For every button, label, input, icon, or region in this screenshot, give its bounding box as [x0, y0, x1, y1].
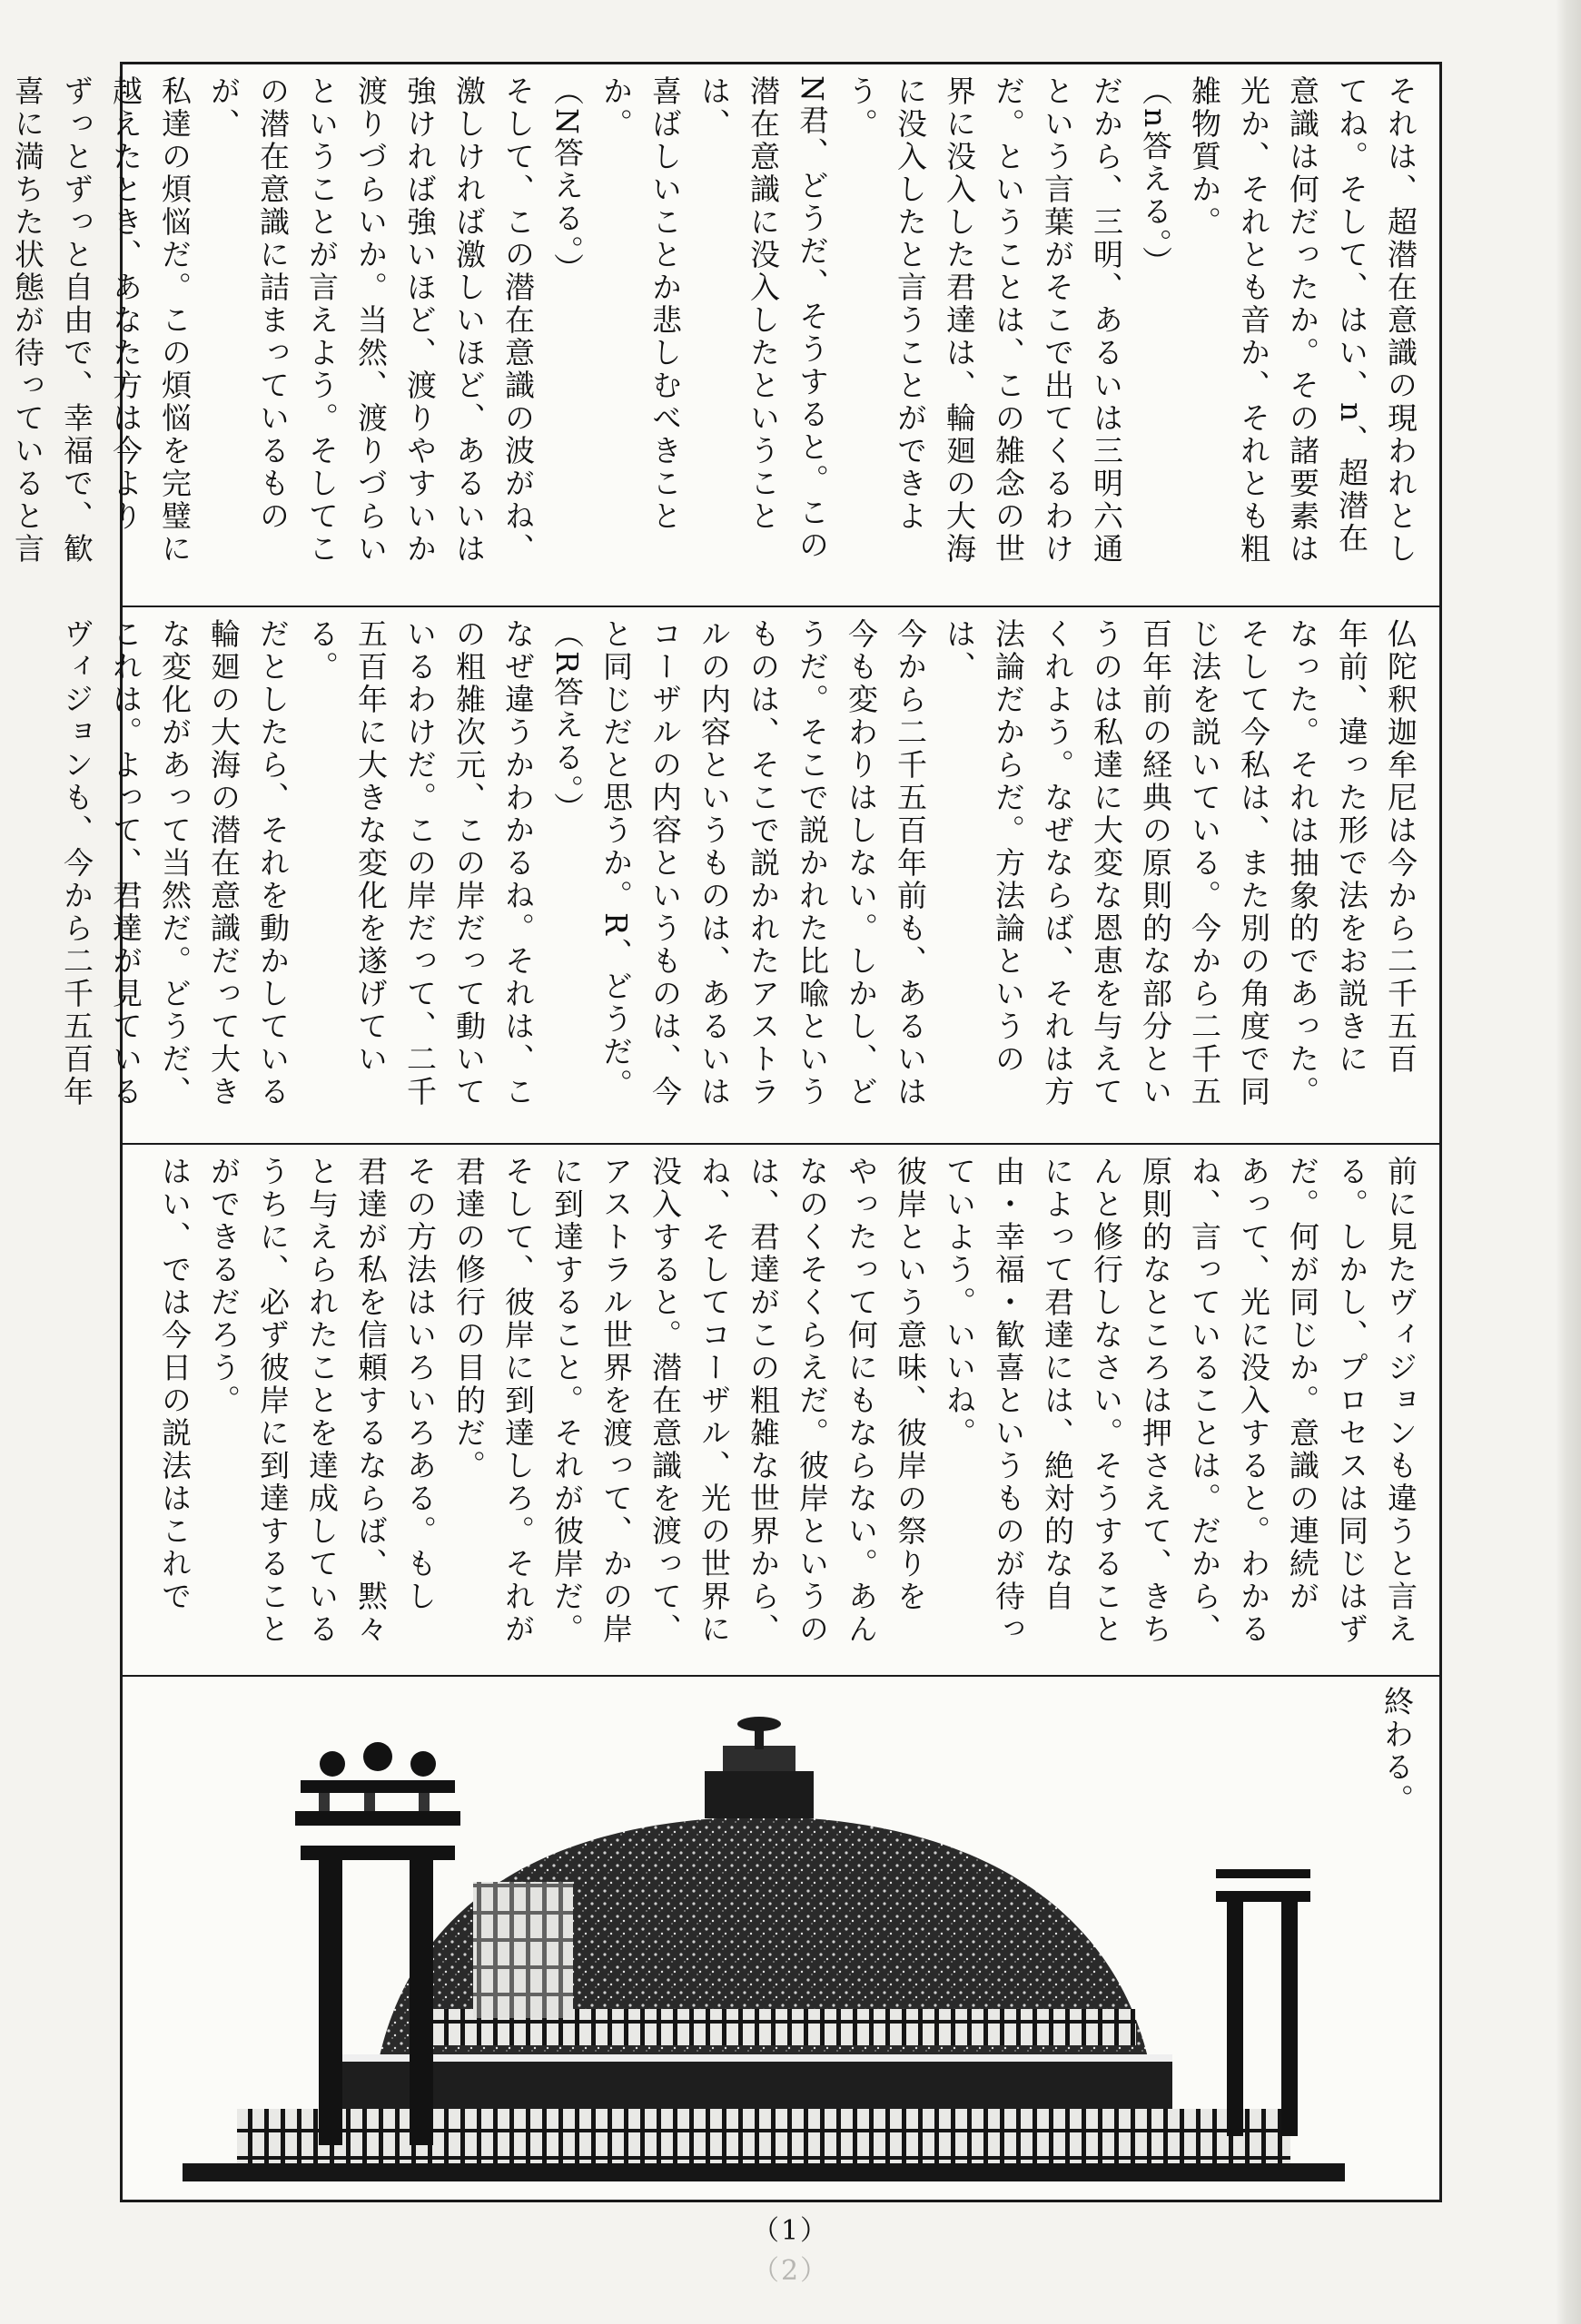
- text-band-3: [123, 1145, 1439, 1677]
- text-band-1: [10, 64, 1439, 607]
- text-band-2: [59, 607, 1439, 1145]
- stupa-photograph: [183, 1709, 1345, 2181]
- text-band-4: [123, 1677, 1439, 2200]
- text-frame: [10, 62, 1442, 2202]
- page-edge-shadow: [1556, 0, 1581, 2324]
- closing-text: 終わる。: [1379, 1686, 1415, 1817]
- ghost-page-number: （2）: [751, 2255, 830, 2287]
- body-text-section-1: それは、超潜在意識の現われとしてね。そして、はい、n、超潜在 意識は何だったか。その諸要素は 光か、それとも音か、それとも粗 雑物質か。 （n答える。） だから、三明、あるいは三明六通 という言葉がそこで出てくるわけ だ。ということは、この雑念の世 界に没入した君達は、輪廻の大海 に没入したと言うことができよう。 N君、どうだ、そうすると。この 潜在意識に没入したということは、 喜ばしいことか悲しむべきことか。 （N答える。） そして、この潜在意識の波がね、 激しければ激しいほど、あるいは 強ければ強いほど、渡りやすいか 渡りづらいか。当然、渡りづらい ということが言えよう。そしてこ の潜在意識に詰まっているものが、 私達の煩悩だ。この煩悩を完璧に 越えたとき、あなた方は今より ずっとずっと自由で、幸福で、歓 喜に満ちた状態が待っていると言: [10, 75, 1418, 566]
- body-text-section-3: 前に見たヴィジョンも違うと言え る。しかし、プロセスは同じはず だ。何が同じか。意識の連続が あって、光に没入すると。わかる ね、言っていることは。だから、 原則的なところは押さえて、きち んと修行しなさい。そうすること によって君達には、絶対的な自 由・幸福・歓喜というものが待っ ていよう。いいね。 彼岸という意味、彼岸の祭りを やったって何にもならない。あん なのくそくらえだ。彼岸というの は、君達がこの粗雑な世界から、 ね、そしてコーザル、光の世界に 没入すると。潜在意識を渡って、 アストラル世界を渡って、かの岸 に到達すること。それが彼岸だ。 そして、彼岸に到達しろ。それが 君達の修行の目的だ。 その方法はいろいろある。もし 君達が私を信頼するならば、黙々 と与えられたことを達成している うちに、必ず彼岸に到達すること ができるだろう。 はい、では今日の説法はこれで: [157, 1156, 1418, 1646]
- page-number: （1）: [751, 2215, 830, 2247]
- body-text-section-2: 仏陀釈迦牟尼は今から二千五百 年前、違った形で法をお説きに なった。それは抽象的であった。 そして今私は、また別の角度で同 じ法を説いている。今から二千五 百年前の経典の原則的な部分とい うのは私達に大変な恩恵を与えて くれよう。なぜならば、それは方 法論だからだ。方法論というのは、 今から二千五百年前も、あるいは 今も変わりはしない。しかし、ど うだ。そこで説かれた比喩という ものは、そこで説かれたアストラ ルの内容というものは、あるいは コーザルの内容というものは、今 と同じだと思うか。R、どうだ。 （R答える。） なぜ違うかわかるね。それは、こ の粗雑次元、この岸だって動いて いるわけだ。この岸だって、二千 五百年に大きな変化を遂げている。 だとしたら、それを動かしている 輪廻の大海の潜在意識だって大き な変化があって当然だ。どうだ、 これは。よって、君達が見ている ヴィジョンも、今から二千五百年: [59, 618, 1418, 1108]
